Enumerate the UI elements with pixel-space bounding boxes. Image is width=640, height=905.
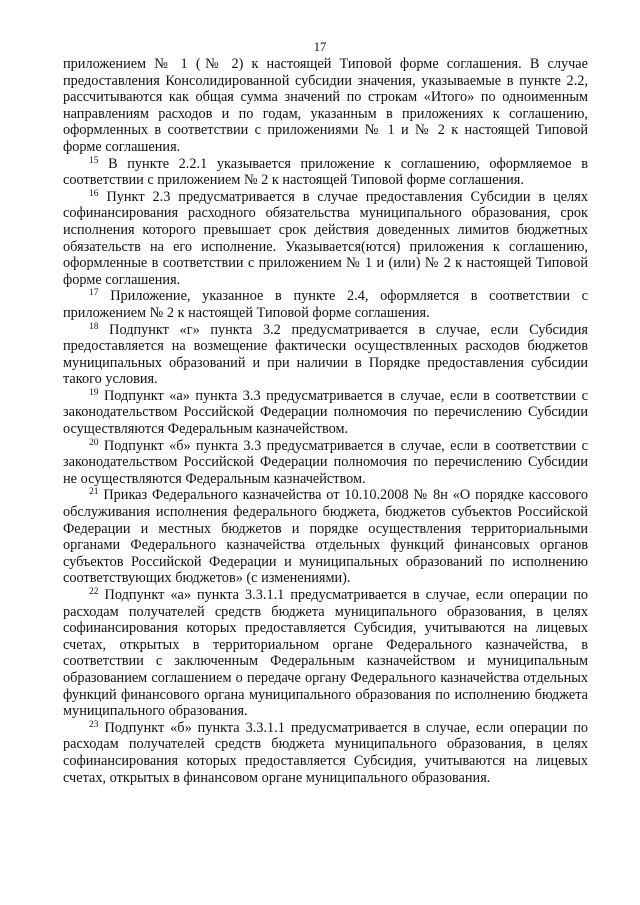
footnote-text: Подпункт «а» пункта 3.3 предусматривается в случае, если в соответствии с законодательством Российской Федерации полномочия по перечислению Субсидии осуществляются Федеральным казначейством. [63,387,589,438]
footnote-text: Подпункт «б» пункта 3.3.1.1 предусматривается в случае, если операции по расходам получателей средств бюджета муниципального образования, в целях софинансирования которых предоставляется Субсидия, учитываются на лицевых счетах, открытых в финансовом органе муниципального образования. [63,719,588,786]
footnote-marker: 22 [89,587,99,597]
footnote-15 [63,156,588,189]
footnote-17 [63,288,588,321]
footnote-18 [63,322,588,388]
footnote-text: Приложение, указанное в пункте 2.4, оформляется в соответствии с приложением № 2 к настоящей Типовой форме соглашения. [63,288,588,321]
footnote-22 [63,587,588,720]
footnote-text: Подпункт «б» пункта 3.3 предусматривается в случае, если в соответствии с законодательством Российской Федерации полномочия по перечислению Субсидии не осуществляются Федеральным казначейством. [63,437,588,487]
footnote-marker: 21 [89,487,99,498]
footnote-21 [63,487,588,587]
footnote-19 [63,388,588,438]
paragraph-text: приложением № 1 (№ 2) к настоящей Типовой форме соглашения. В случае предоставления Консолидированной субсидии значения, указываемые в пункте 2.2, рассчитываются как общая сумма значений по строкам «Итого» по одноименным направлениям расходов и по годам, указанным в приложениях к соглашению, оформленных в соответствии с приложениями № 1 и № 2 к настоящей Типовой форме соглашения. [63,56,588,155]
footnote-marker: 23 [89,719,99,730]
footnote-text: Пункт 2.3 предусматривается в случае предоставления Субсидии в целях софинансирования расходного обязательства муниципального образования, срок исполнения которого превышает срок действия доведенных лимитов бюджетных обязательств на его исполнение. Указывается(ются) приложения к соглашению, оформленные в соответствии с приложением № 1 и (или) № 2 к настоящей Типовой форме соглашения. [63,188,588,288]
footnote-16 [63,189,588,289]
paragraph-continuation [63,56,588,156]
document-body [63,56,588,786]
footnote-marker: 19 [89,387,99,398]
footnote-text: Подпункт «а» пункта 3.3.1.1 предусматривается в случае, если операции по расходам получателей средств бюджета муниципального образования, в целях софинансирования которых предоставляется Субсидия, учитываются на лицевых счетах, открытых в территориальном органе Федерального казначейства, в соответствии с заключенным Федеральным казначейством и муниципальным образованием соглашением о передаче органу Федерального казначейства отдельных функций финансового органа муниципального образования по исполнению бюджета муниципального образования. [63,587,588,720]
footnote-marker: 18 [89,321,99,332]
footnote-20 [63,438,588,488]
page-number: 17 [313,40,327,54]
footnote-text: В пункте 2.2.1 указывается приложение к соглашению, оформляемое в соответствии с приложением № 2 к настоящей Типовой форме соглашения. [63,155,588,189]
footnote-text: Приказ Федерального казначейства от 10.10.2008 № 8н «О порядке кассового обслуживания исполнения федерального бюджета, бюджетов субъектов Российской Федерации и местных бюджетов и порядке осуществления территориальными органами Федерального казначейства отдельных функций финансовых органов субъектов Российской Федерации и муниципальных образований по исполнению соответствующих бюджетов» (с изменениями). [63,487,589,587]
footnote-marker: 17 [89,288,99,299]
footnote-text: Подпункт «г» пункта 3.2 предусматривается в случае, если Субсидия предоставляется на возмещение фактически осуществленных расходов бюджетов муниципальных образований и при наличии в Порядке предоставления субсидии такого условия. [63,321,588,388]
footnote-marker: 15 [89,155,99,166]
footnote-marker: 20 [89,437,99,448]
footnote-marker: 16 [89,188,99,199]
footnote-23 [63,720,588,786]
